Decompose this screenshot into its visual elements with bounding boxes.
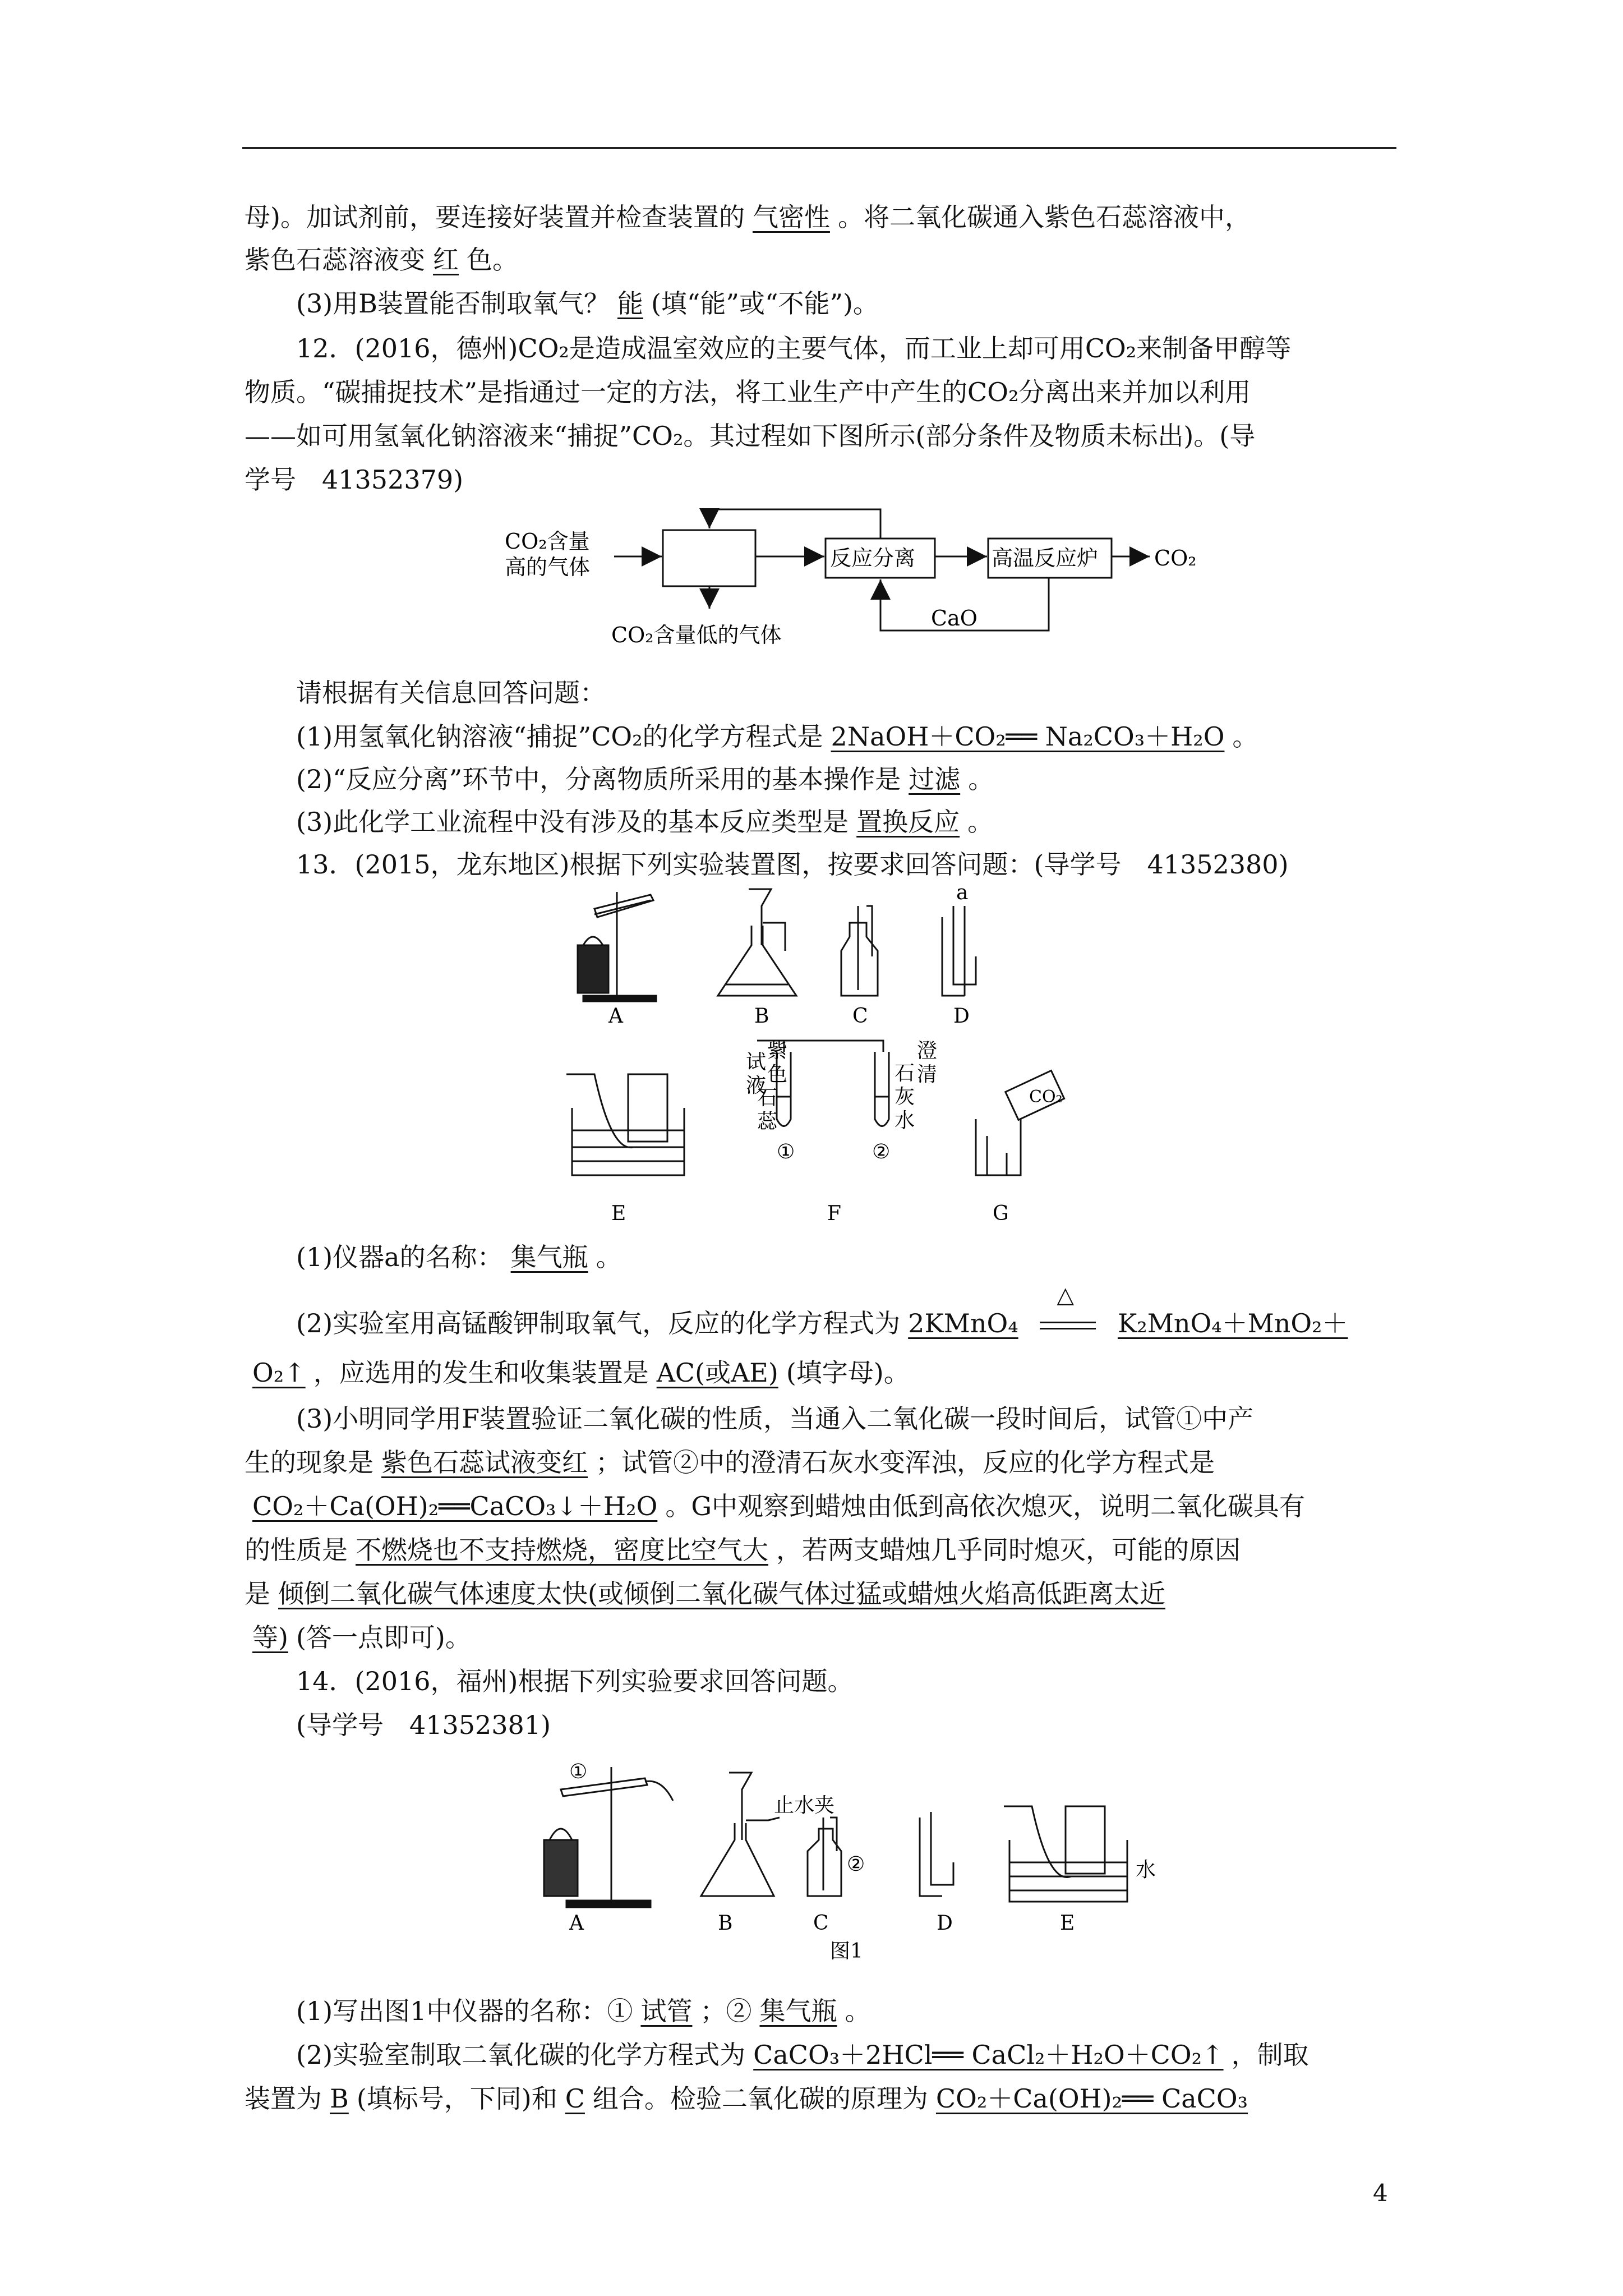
apparatus-e — [1004, 1806, 1127, 1902]
f-label: 水 — [895, 1109, 915, 1132]
text-line: 学号 41352379) — [245, 464, 464, 495]
flow-cao: CaO — [931, 606, 978, 631]
question-13-stem: 13．(2015，龙东地区)根据下列实验装置图，按要求回答问题：(导学号 41352380) — [296, 849, 1289, 880]
label-e: E — [1060, 1912, 1075, 1935]
text-line: (1)用氢氧化钠溶液“捕捉”CO₂的化学方程式是 2NaOH＋CO₂══ Na₂CO₃＋H₂O 。 — [296, 721, 1258, 752]
apparatus-c — [841, 906, 878, 996]
text-line: 是 倾倒二氧化碳气体速度太快(或倾倒二氧化碳气体过猛或蜡烛火焰高低距离太近 — [245, 1577, 1173, 1610]
f-label: 液 — [746, 1074, 767, 1097]
label-a-jar: a — [956, 881, 969, 904]
text-line: ——如可用氢氧化钠溶液来“捕捉”CO₂。其过程如下图所示(部分条件及物质未标出)。(导 — [245, 421, 1256, 451]
answer-blank: 红 — [433, 245, 459, 275]
apparatus-figure-13 — [561, 881, 1099, 1243]
label-b: B — [718, 1912, 733, 1935]
text-line: 装置为 B (填标号，下同)和 C 组合。检验二氧化碳的原理为 CO₂＋Ca(OH)₂══ CaCO₃ — [245, 2082, 1256, 2115]
g-co2-label: CO₂ — [1029, 1087, 1063, 1107]
header-rule — [242, 147, 1396, 149]
label-a: A — [608, 1005, 623, 1028]
text-line: (2)实验室制取二氧化碳的化学方程式为 CaCO₃＋2HCl══ CaCl₂＋H₂O＋CO₂↑ ，制取 — [296, 2040, 1309, 2070]
answer-blank: B — [330, 2083, 349, 2114]
text-line: (导学号 41352381) — [296, 1710, 551, 1740]
carbon-capture-flow-diagram — [494, 505, 1234, 662]
label-e: E — [611, 1202, 626, 1225]
flow-box-capture — [663, 530, 755, 586]
question-14-stem: 14．(2016，福州)根据下列实验要求回答问题。 — [296, 1666, 854, 1696]
answer-blank: AC(或AE) — [656, 1358, 778, 1388]
answer-blank: 能 — [617, 288, 643, 319]
flow-bottom-label: CO₂含量低的气体 — [611, 623, 782, 647]
text-line: (3)小明同学用F装置验证二氧化碳的性质，当通入二氧化碳一段时间后，试管①中产 — [296, 1404, 1254, 1434]
apparatus-e — [566, 1074, 684, 1175]
answer-blank: 试管 — [640, 1996, 693, 2026]
answer-blank: 2KMnO₄ — [908, 1308, 1018, 1338]
apparatus-a — [578, 892, 656, 1001]
answer-blank: 等) — [252, 1622, 288, 1653]
flow-output: CO₂ — [1154, 546, 1197, 570]
flow-box-furnace-label: 高温反应炉 — [992, 546, 1099, 570]
flow-input-line2: 高的气体 — [505, 555, 591, 579]
answer-blank: 置换反应 — [856, 807, 960, 837]
text-line: (1)写出图1中仪器的名称：① 试管 ；② 集气瓶 。 — [296, 1996, 871, 2026]
answer-blank: 集气瓶 — [510, 1242, 588, 1272]
f-label: 灰 — [895, 1085, 915, 1108]
label-g: G — [993, 1202, 1009, 1225]
text-line: (3)此化学工业流程中没有涉及的基本反应类型是 置换反应 。 — [296, 807, 994, 837]
answer-blank: CO₂＋Ca(OH)₂══CaCO₃↓＋H₂O — [252, 1491, 658, 1521]
answer-blank: 不燃烧也不支持燃烧，密度比空气大 — [356, 1535, 768, 1565]
clamp-label: 止水夹 — [774, 1794, 835, 1817]
f-label: 试 — [746, 1051, 767, 1074]
apparatus-d — [920, 1812, 953, 1896]
text-line: 母)。加试剂前，要连接好装置并检查装置的 气密性 。将二氧化碳通入紫色石蕊溶液中， — [245, 202, 1251, 232]
flow-input-line1: CO₂含量 — [505, 529, 590, 554]
text-line: (2)实验室用高锰酸钾制取氧气，反应的化学方程式为 2KMnO₄ △ K₂MnO₄＋MnO₂＋ — [296, 1307, 1356, 1340]
apparatus-b — [701, 1773, 780, 1896]
text-line: CO₂＋Ca(OH)₂══CaCO₃↓＋H₂O 。G中观察到蜡烛由低到高依次熄灭，说明二氧化碳具有 — [245, 1490, 1305, 1522]
f-label: 紫 — [767, 1039, 788, 1062]
mark-1: ① — [569, 1760, 588, 1783]
label-b: B — [754, 1005, 769, 1028]
flow-box-separation-label: 反应分离 — [830, 546, 916, 570]
apparatus-b — [718, 889, 796, 996]
text-line: (2)“反应分离”环节中，分离物质所采用的基本操作是 过滤 。 — [296, 764, 994, 794]
label-c: C — [813, 1912, 829, 1935]
apparatus-g — [976, 1071, 1064, 1175]
tube-1-mark: ① — [777, 1140, 795, 1163]
label-a: A — [569, 1912, 584, 1935]
answer-blank: 2NaOH＋CO₂══ Na₂CO₃＋H₂O — [831, 721, 1225, 752]
answer-blank: O₂↑ — [252, 1358, 306, 1388]
text-line: (1)仪器a的名称： 集气瓶 。 — [296, 1242, 622, 1272]
answer-blank: 倾倒二氧化碳气体速度太快(或倾倒二氧化碳气体过猛或蜡烛火焰高低距离太近 — [278, 1579, 1165, 1609]
text-line: 等) (答一点即可)。 — [245, 1621, 471, 1654]
answer-blank: CO₂＋Ca(OH)₂══ CaCO₃ — [935, 2083, 1248, 2114]
apparatus-figure-14 — [527, 1756, 1156, 1969]
answer-blank: 集气瓶 — [759, 1996, 837, 2026]
apparatus-a — [544, 1767, 673, 1907]
f-label: 色 — [767, 1063, 788, 1086]
figure-caption: 图1 — [830, 1940, 863, 1963]
page-number: 4 — [1373, 2179, 1388, 2207]
label-f: F — [827, 1202, 841, 1225]
text-line: 物质。“碳捕捉技术”是指通过一定的方法，将工业生产中产生的CO₂分离出来并加以利用 — [245, 377, 1251, 407]
tube-2-mark: ② — [872, 1140, 891, 1163]
answer-blank: 紫色石蕊试液变红 — [381, 1447, 588, 1478]
question-12-stem: 12．(2016，德州)CO₂是造成温室效应的主要气体，而工业上却可用CO₂来制备甲醇等 — [296, 333, 1292, 364]
text-line: (3)用B装置能否制取氧气？ 能 (填“能”或“不能”)。 — [296, 288, 879, 319]
f-label: 清 — [917, 1063, 938, 1086]
answer-blank: C — [565, 2083, 585, 2114]
answer-blank: 气密性 — [752, 202, 830, 232]
f-label: 蕊 — [757, 1110, 778, 1133]
f-label: 澄 — [917, 1039, 938, 1062]
answer-blank: K₂MnO₄＋MnO₂＋ — [1117, 1308, 1348, 1338]
answer-blank: CaCO₃＋2HCl══ CaCl₂＋H₂O＋CO₂↑ — [753, 2040, 1224, 2070]
text-line: 的性质是 不燃烧也不支持燃烧，密度比空气大 ，若两支蜡烛几乎同时熄灭，可能的原因 — [245, 1535, 1241, 1565]
label-d: D — [953, 1005, 970, 1028]
f-label: 石 — [895, 1062, 915, 1085]
apparatus-d — [942, 906, 976, 996]
water-label: 水 — [1136, 1858, 1156, 1881]
text-line: 紫色石蕊溶液变 红 色。 — [245, 245, 518, 275]
text-line: 请根据有关信息回答问题： — [296, 678, 606, 708]
answer-blank: 过滤 — [909, 764, 961, 794]
mark-2: ② — [847, 1853, 865, 1876]
reaction-condition: △ — [1034, 1307, 1101, 1340]
f-label: 石 — [757, 1087, 778, 1110]
text-line: 生的现象是 紫色石蕊试液变红 ；试管②中的澄清石灰水变浑浊，反应的化学方程式是 — [245, 1447, 1215, 1478]
label-d: D — [937, 1912, 953, 1935]
label-c: C — [852, 1005, 868, 1028]
apparatus-c — [808, 1818, 841, 1896]
text-line: O₂↑ ，应选用的发生和收集装置是 AC(或AE) (填字母)。 — [245, 1356, 910, 1389]
